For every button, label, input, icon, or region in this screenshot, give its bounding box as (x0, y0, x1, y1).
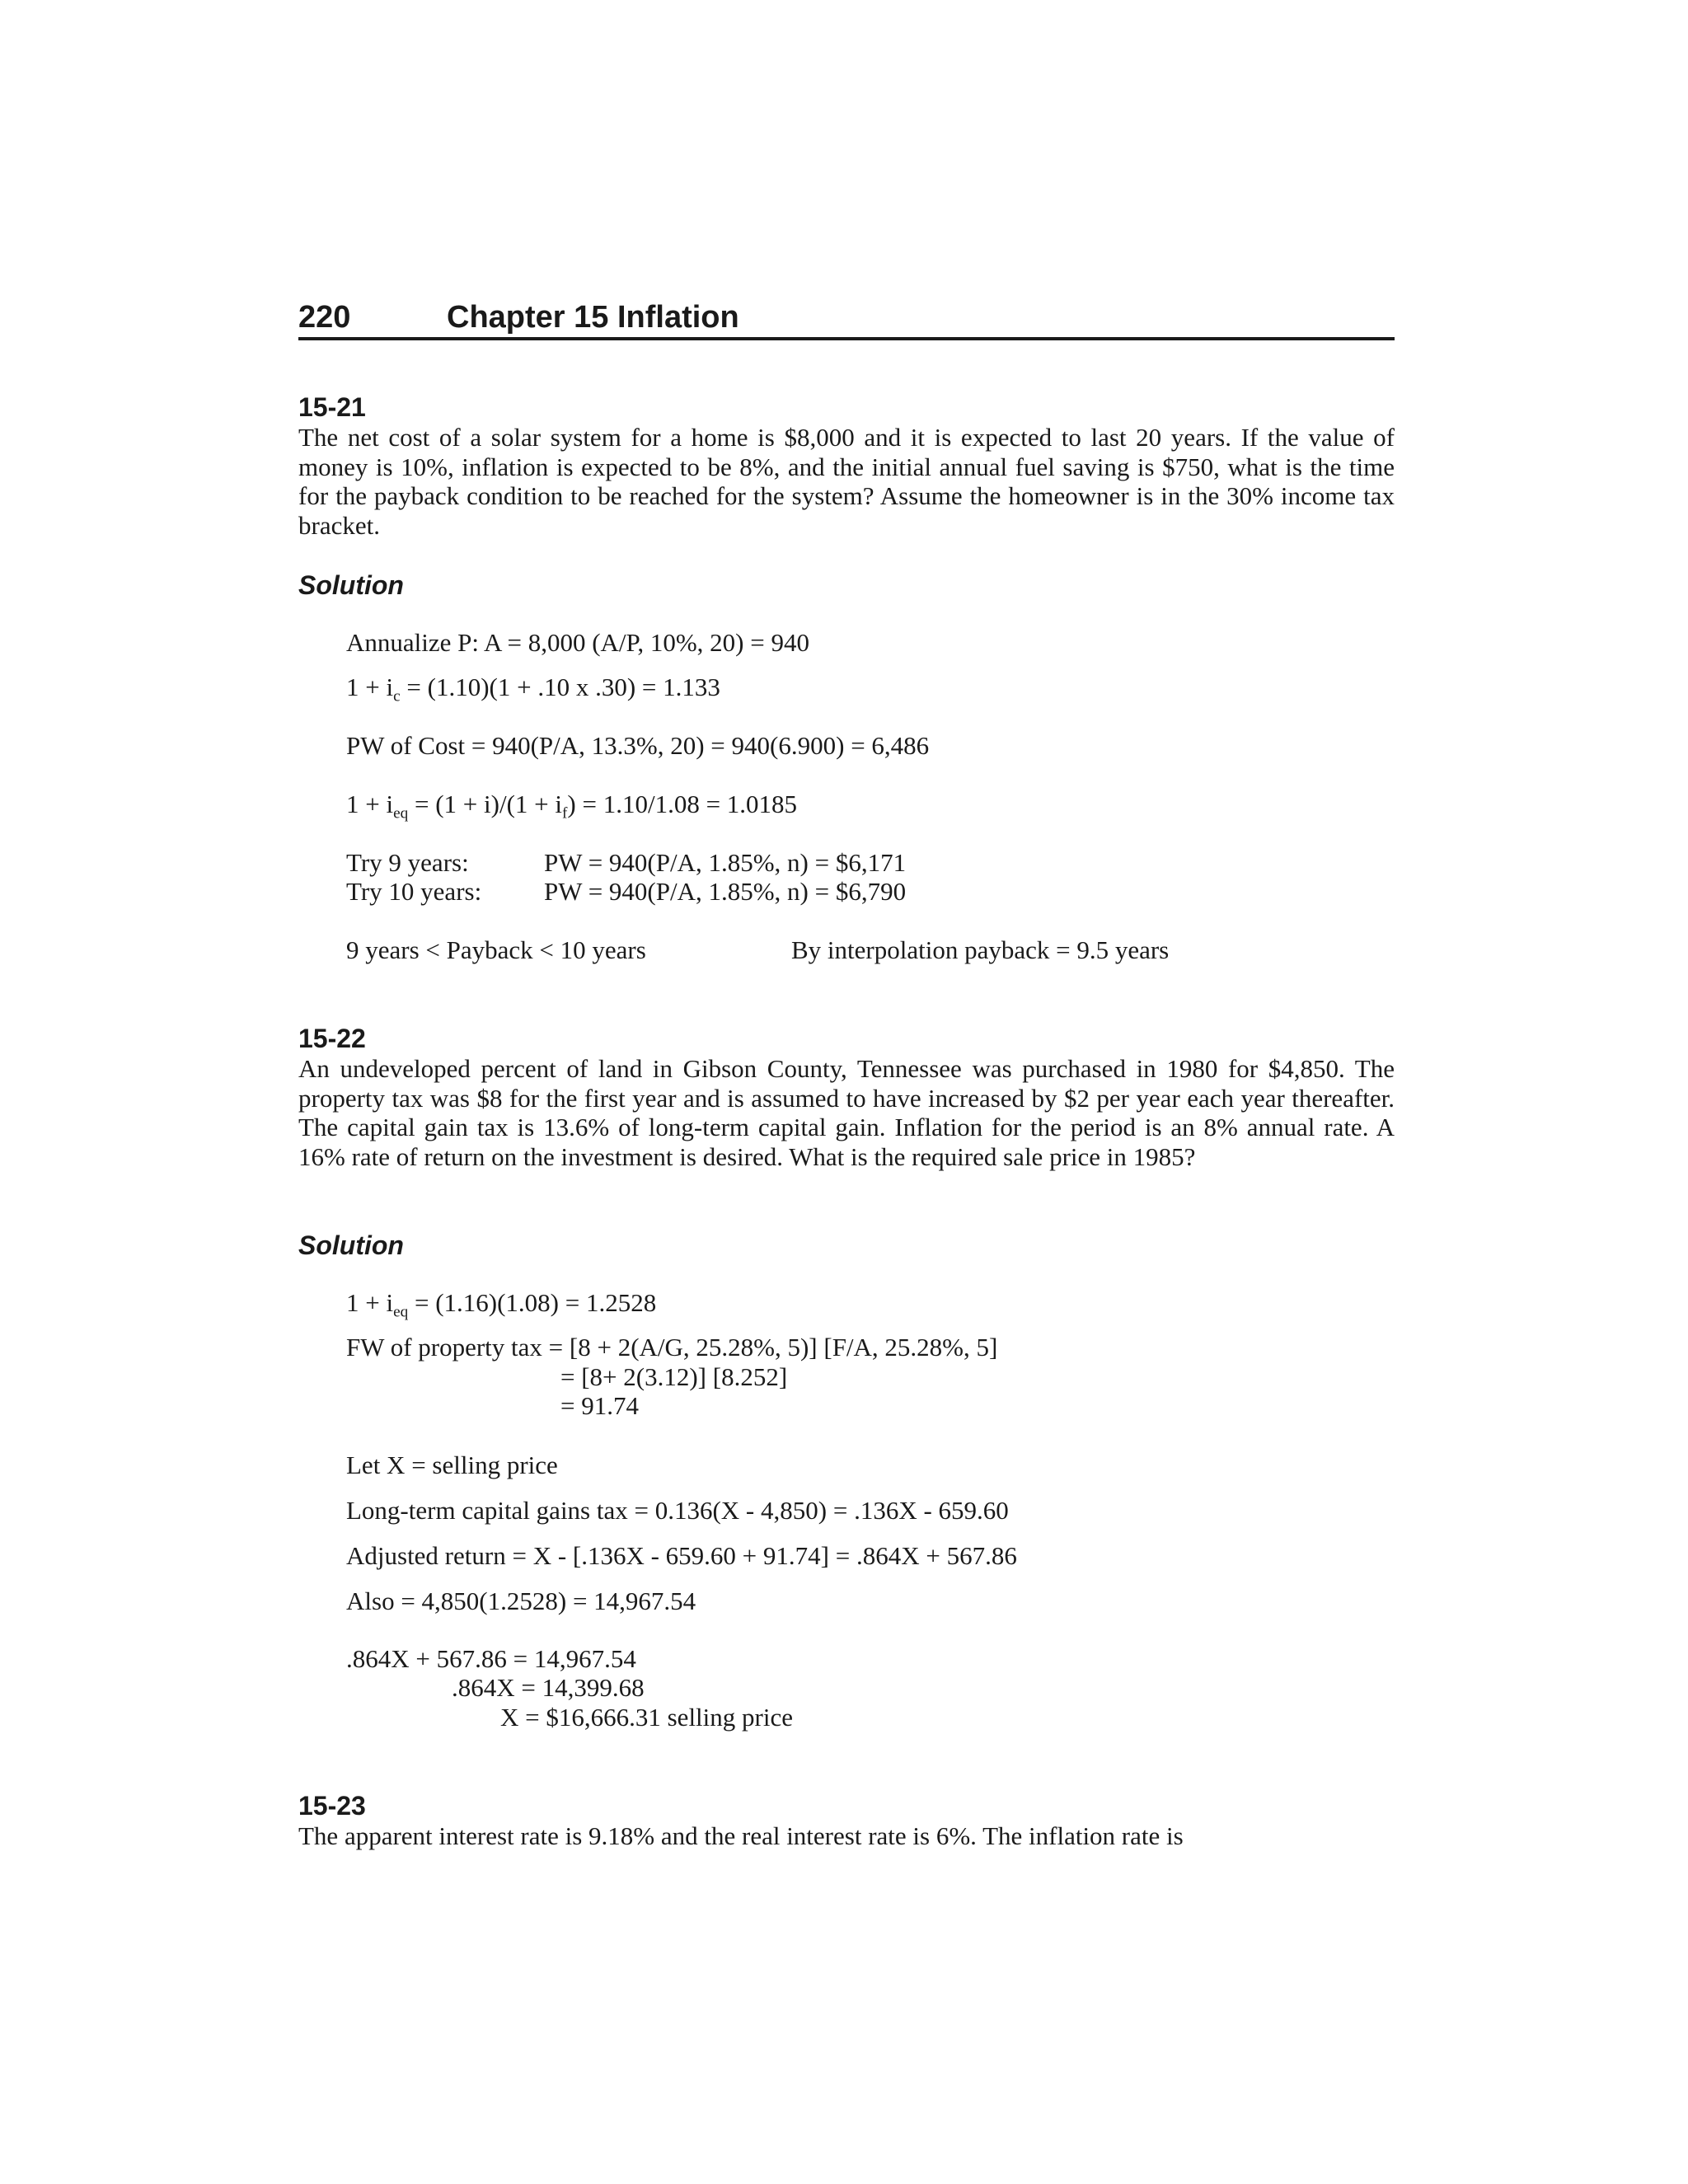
chapter-title: Chapter 15 Inflation (447, 300, 739, 335)
problem-id-15-22: 15-22 (298, 1024, 366, 1053)
fw-property-tax-line-1: FW of property tax = [8 + 2(A/G, 25.28%, 5)] [F/A, 25.28%, 5] (346, 1333, 998, 1361)
equation-line-2: .864X = 14,399.68 (452, 1673, 645, 1702)
try-10-label: Try 10 years: (346, 877, 482, 906)
interpolation-result: By interpolation payback = 9.5 years (791, 935, 1170, 964)
equation-line-3: X = $16,666.31 selling price (500, 1703, 793, 1732)
try-9-label: Try 9 years: (346, 848, 469, 877)
fw-property-tax-line-2: = [8+ 2(3.12)] [8.252] (560, 1362, 788, 1391)
fw-property-tax-line-3: = 91.74 (560, 1391, 639, 1420)
page-number: 220 (298, 300, 351, 335)
problem-id-15-23: 15-23 (298, 1791, 366, 1821)
solution-heading-15-22: Solution (298, 1230, 404, 1260)
also-line: Also = 4,850(1.2528) = 14,967.54 (346, 1586, 696, 1615)
problem-text-15-21: The net cost of a solar system for a home is $8,000 and it is expected to last 20 years. If the value of money is 10%, inflation is expected to be 8%, and the initial annual fuel saving is $750, what is the time for the payback condition to be reached for the system? Assume the homeowner is in the 30% income tax bracket. (298, 423, 1395, 540)
payback-bounds: 9 years < Payback < 10 years (346, 935, 646, 964)
problem-id-15-21: 15-21 (298, 392, 366, 422)
problem-text-15-22: An undeveloped percent of land in Gibson County, Tennessee was purchased in 1980 for $4,850. The property tax was $8 for the first year and is assumed to have increased by $2 per year each year thereafter. The capital gain tax is 13.6% of long-term capital gain. Inflation for the period is an 8% annual rate. A 16% rate of return on the investment is desired. What is the required sale price in 1985? (298, 1054, 1395, 1171)
capital-gains-tax-line: Long-term capital gains tax = 0.136(X - 4,850) = .136X - 659.60 (346, 1496, 1009, 1525)
ic-equation: $1 + i_c = (1.10)(1 + .10$ x .30) = 1.133 (346, 673, 720, 705)
try-10-equation: PW = 940(P/A, 1.85%, n) = $6,790 (544, 877, 907, 906)
problem-text-15-23: The apparent interest rate is 9.18% and the real interest rate is 6%. The inflation rate is (298, 1821, 1184, 1850)
pw-cost-line: PW of Cost = 940(P/A, 13.3%, 20) = 940(6.900) = 6,486 (346, 731, 930, 760)
adjusted-return-line: Adjusted return = X - [.136X - 659.60 + 91.74] = .864X + 567.86 (346, 1541, 1017, 1570)
try-9-equation: PW = 940(P/A, 1.85%, n) = $6,171 (544, 848, 907, 877)
page-header (298, 294, 1395, 340)
equation-line-1: .864X + 567.86 = 14,967.54 (346, 1644, 636, 1673)
annualize-line: Annualize P: A = 8,000 (A/P, 10%, 20) = 940 (346, 628, 809, 657)
ieq-equation-2: $1 + i_{eq} = (1.16)(1.08) = 1.2528$ (346, 1288, 657, 1321)
ieq-equation: $1 + i_{eq} = (1 + i)/(1 + i_f) = 1.10/1.08 = 1.0185$ (346, 790, 798, 823)
solution-heading-15-21: Solution (298, 570, 404, 600)
let-x-line: Let X = selling price (346, 1451, 558, 1479)
